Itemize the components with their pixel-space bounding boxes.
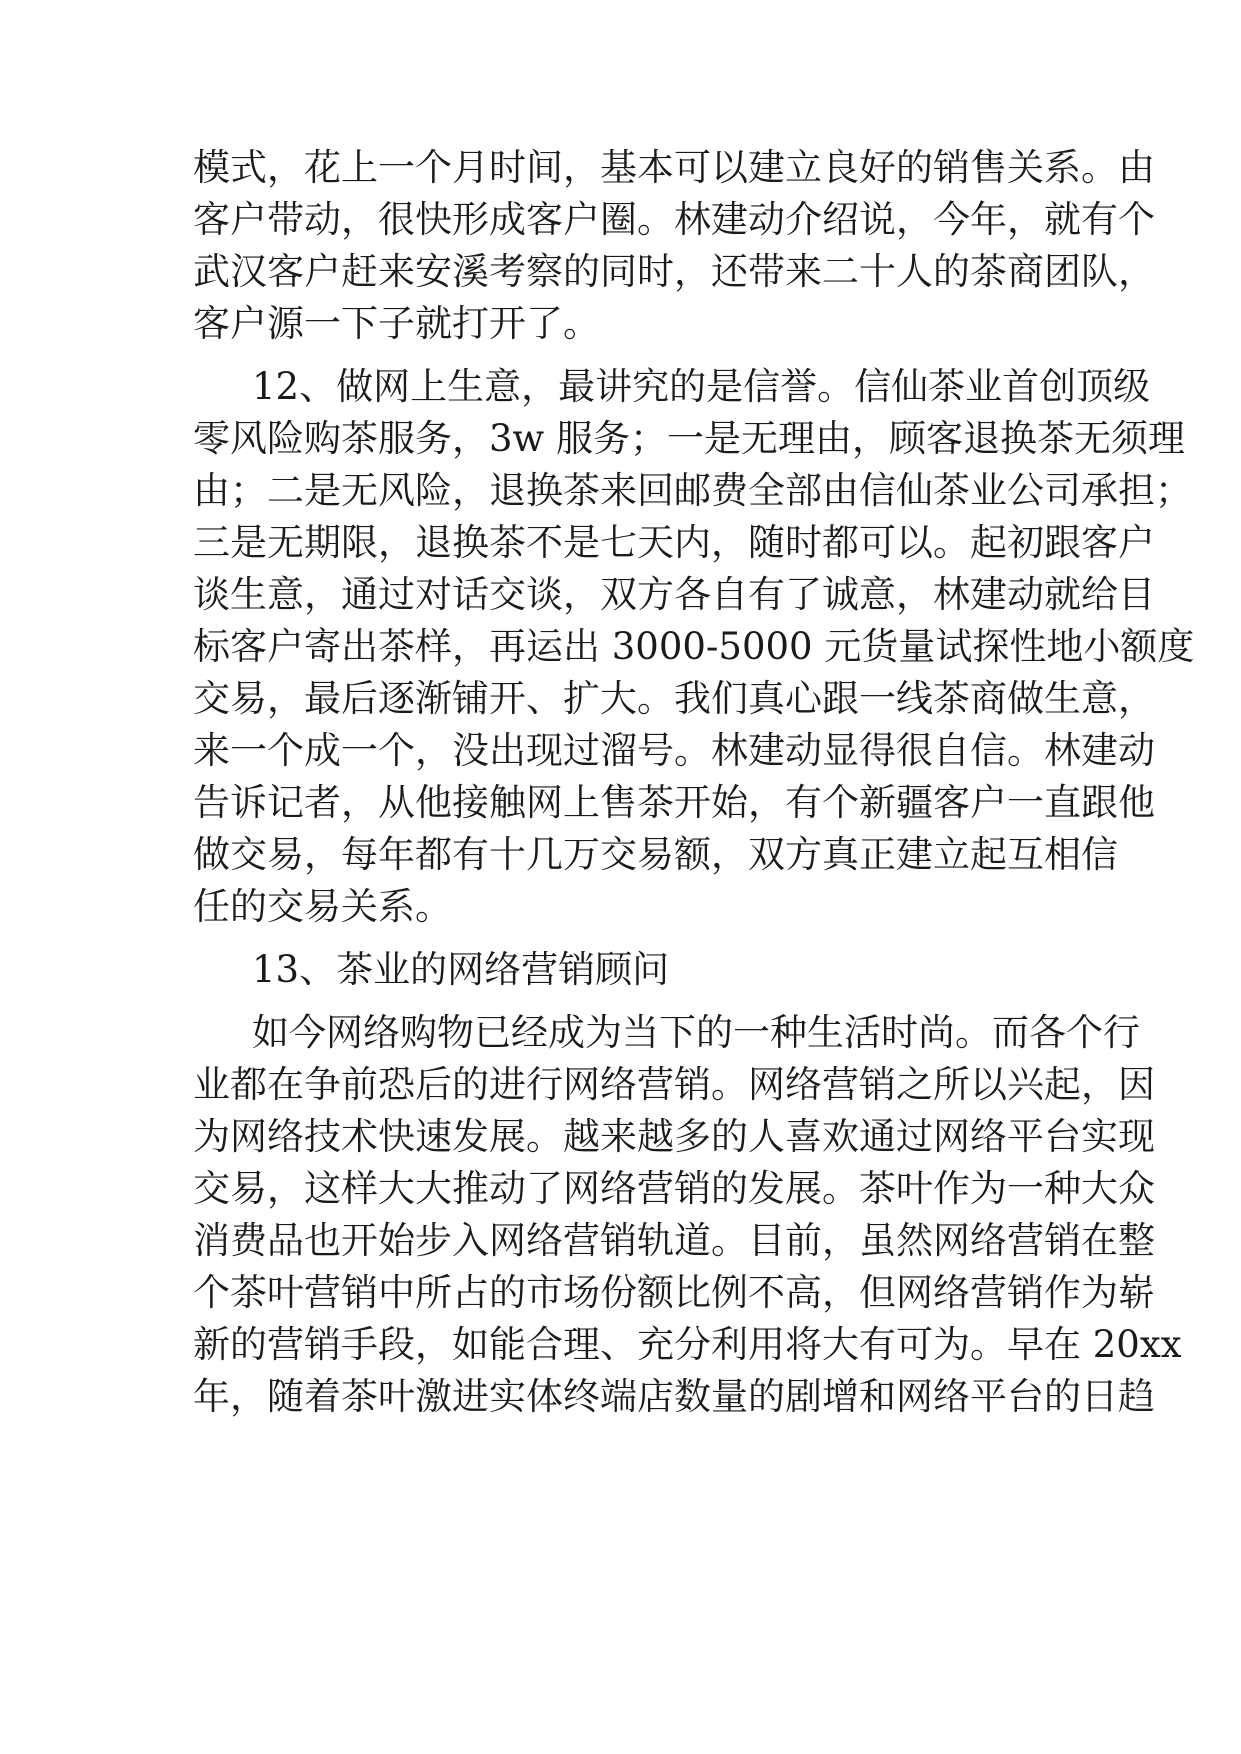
text-line: 交易，最后逐渐铺开、扩大。我们真心跟一线茶商做生意，: [193, 677, 1155, 720]
text-line: 任的交易关系。: [193, 885, 452, 928]
text-line: 零风险购茶服务，3w 服务；一是无理由，顾客退换茶无须理: [193, 417, 1185, 460]
text-line: 标客户寄出茶样，再运出 3000-5000 元货量试探性地小额度: [193, 625, 1195, 668]
text-line: 业都在争前恐后的进行网络营销。网络营销之所以兴起，因: [193, 1063, 1155, 1106]
text-line: 模式，花上一个月时间，基本可以建立良好的销售关系。由: [193, 146, 1155, 189]
text-line: 如今网络购物已经成为当下的一种生活时尚。而各个行: [252, 1011, 1140, 1054]
text-line: 做交易，每年都有十几万交易额，双方真正建立起互相信: [193, 833, 1118, 876]
text-line: 年，随着茶叶激进实体终端店数量的剧增和网络平台的日趋: [193, 1375, 1155, 1418]
text-line: 客户带动，很快形成客户圈。林建动介绍说，今年，就有个: [193, 198, 1155, 241]
section-heading: 13、茶业的网络营销顾问: [252, 948, 670, 991]
text-line: 新的营销手段，如能合理、充分利用将大有可为。早在 20xx: [193, 1323, 1182, 1366]
text-line: 12、做网上生意，最讲究的是信誉。信仙茶业首创顶级: [252, 365, 1151, 408]
text-line: 告诉记者，从他接触网上售茶开始，有个新疆客户一直跟他: [193, 781, 1155, 824]
text-line: 武汉客户赶来安溪考察的同时，还带来二十人的茶商团队，: [193, 250, 1155, 293]
text-line: 交易，这样大大推动了网络营销的发展。茶叶作为一种大众: [193, 1167, 1155, 1210]
text-line: 三是无期限，退换茶不是七天内，随时都可以。起初跟客户: [193, 521, 1155, 564]
text-line: 客户源一下子就打开了。: [193, 302, 600, 345]
text-line: 个茶叶营销中所占的市场份额比例不高，但网络营销作为崭: [193, 1271, 1155, 1314]
text-line: 为网络技术快速发展。越来越多的人喜欢通过网络平台实现: [193, 1115, 1155, 1158]
text-line: 消费品也开始步入网络营销轨道。目前，虽然网络营销在整: [193, 1219, 1155, 1262]
text-line: 来一个成一个，没出现过溜号。林建动显得很自信。林建动: [193, 729, 1155, 772]
text-line: 谈生意，通过对话交谈，双方各自有了诚意，林建动就给目: [193, 573, 1155, 616]
text-line: 由；二是无风险，退换茶来回邮费全部由信仙茶业公司承担；: [193, 469, 1192, 512]
